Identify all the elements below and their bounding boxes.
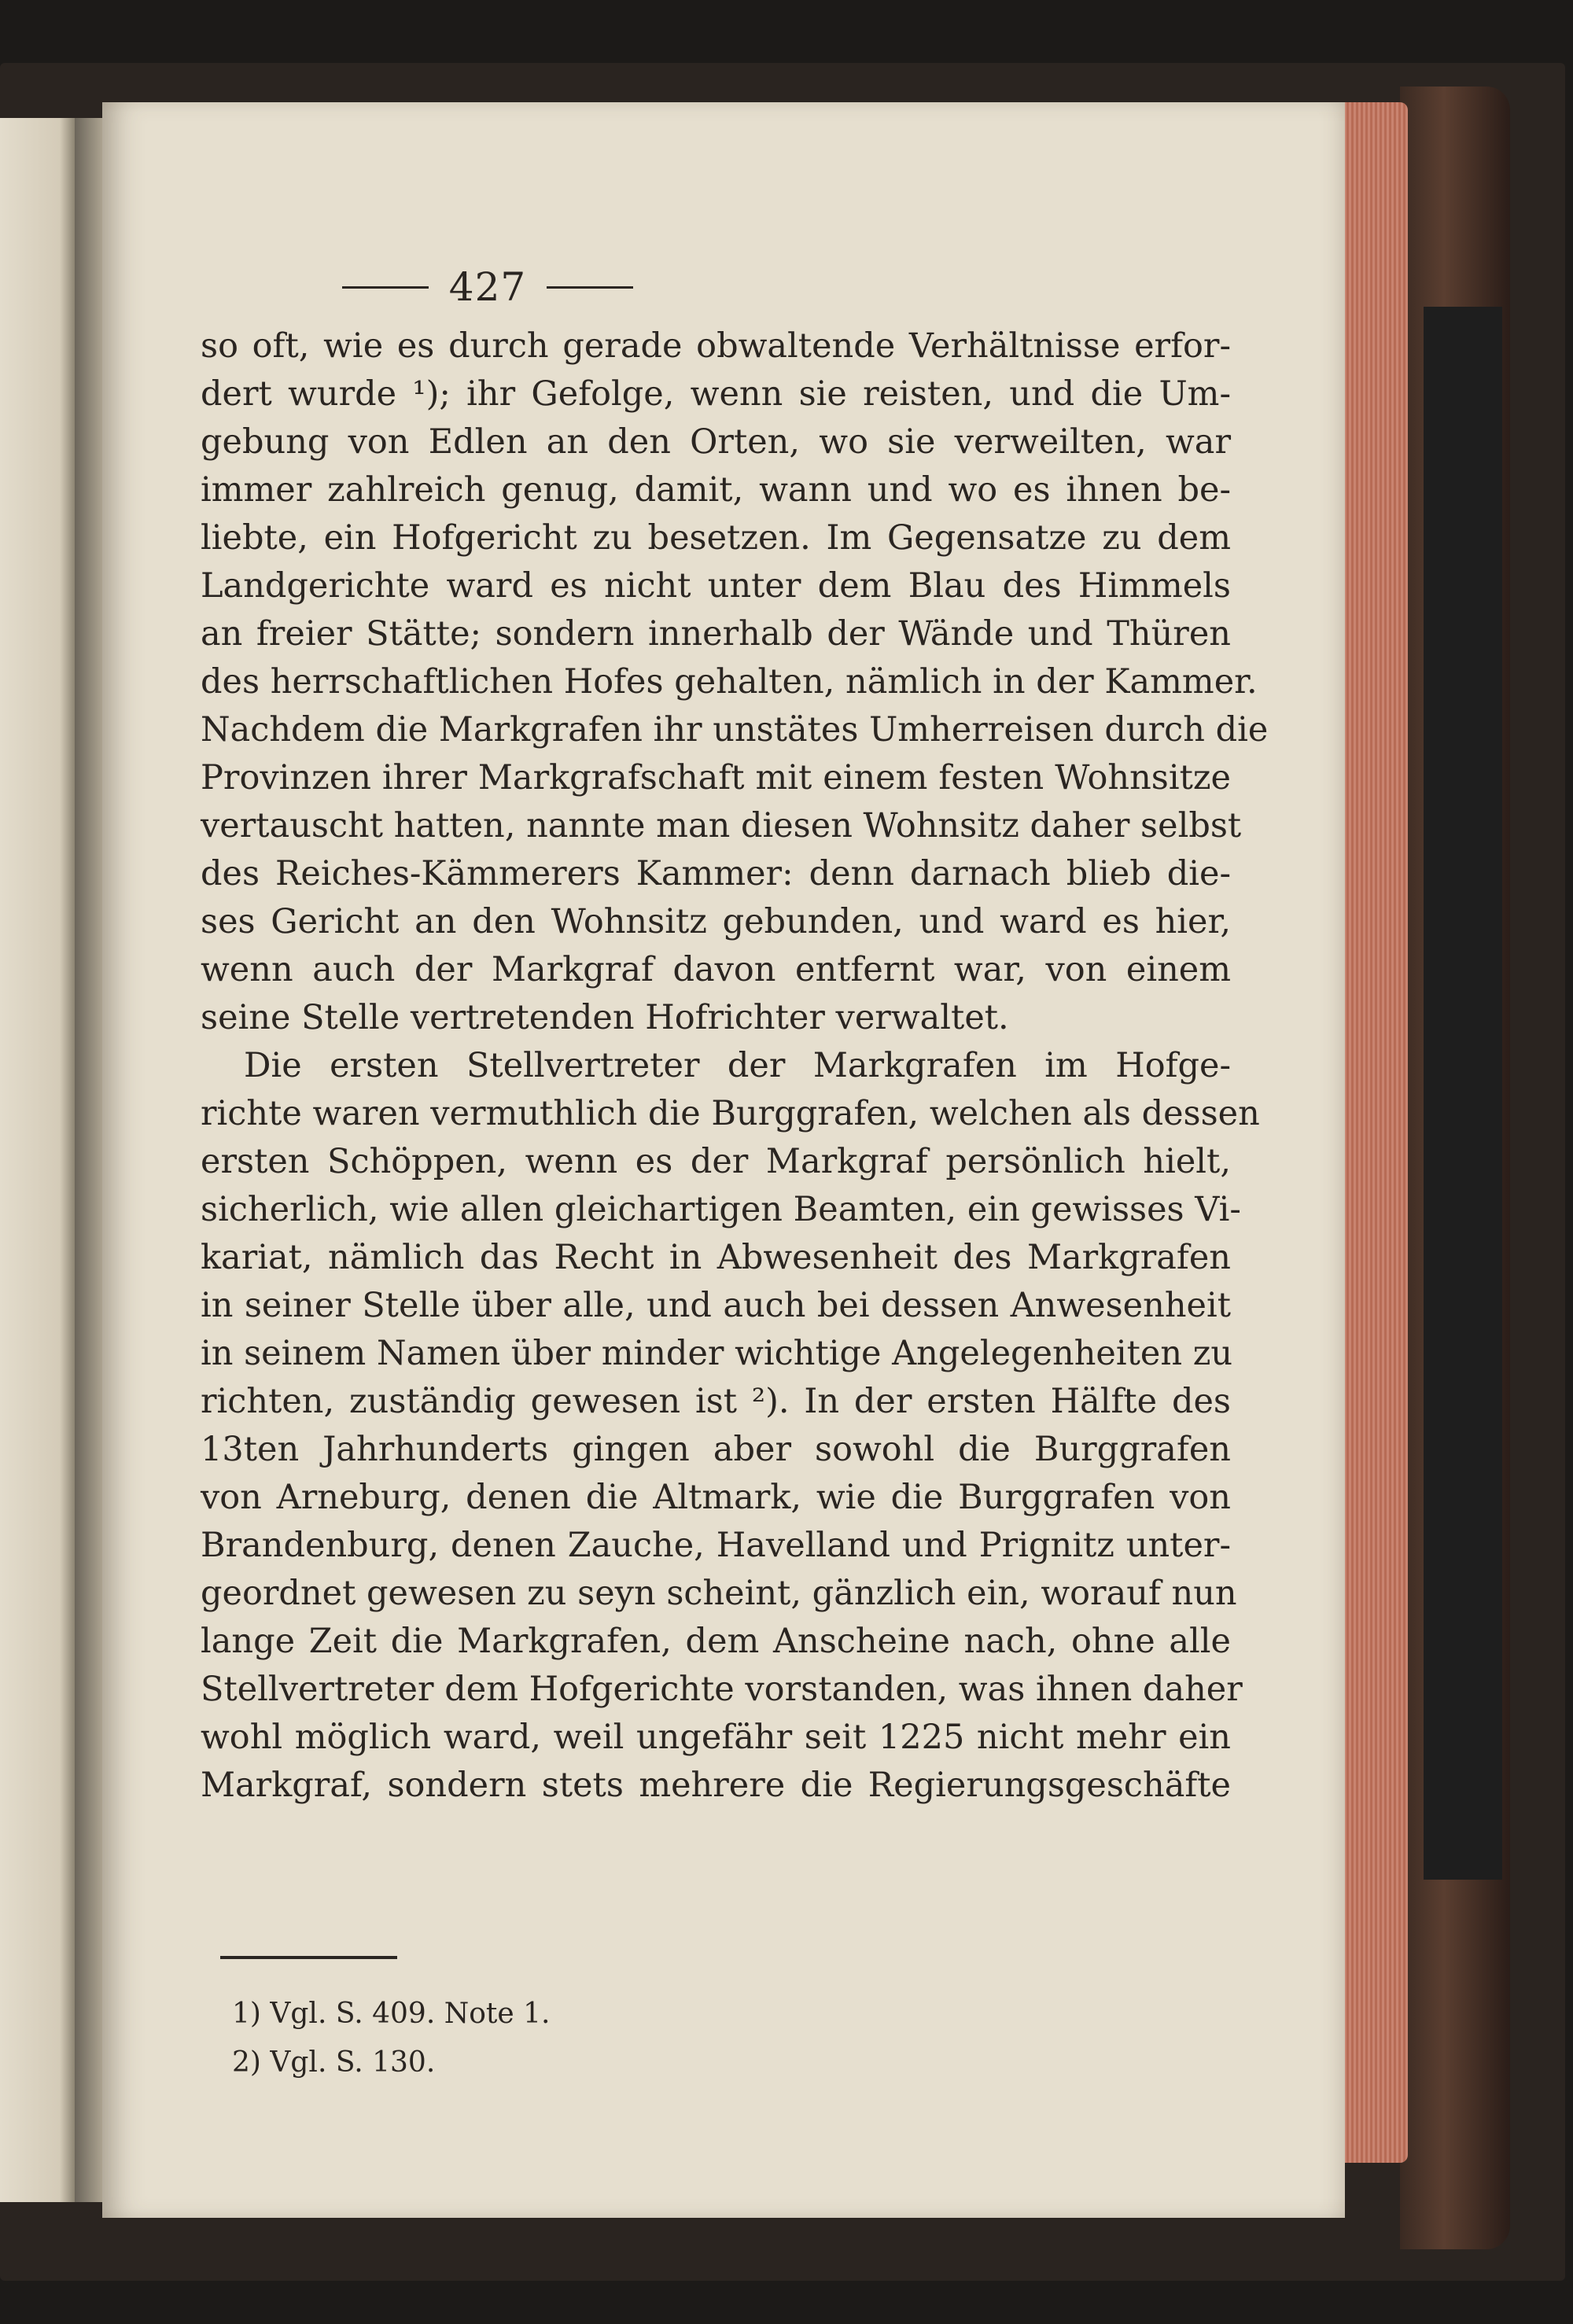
text-line: dert wurde ¹); ihr Gefolge, wenn sie reisten, und die Um-: [201, 374, 1231, 414]
page-header: [0, 263, 1345, 311]
text-line: ses Gericht an den Wohnsitz gebunden, und ward es hier,: [201, 902, 1231, 941]
text-line: vertauscht hatten, nannte man diesen Wohnsitz daher selbst: [201, 806, 1242, 845]
footnote: 1) Vgl. S. 409. Note 1.: [232, 1998, 551, 2030]
text-line: an freier Stätte; sondern innerhalb der Wände und Thüren: [201, 614, 1231, 654]
text-line: des Reiches-Kämmerers Kammer: denn darnach blieb die-: [201, 854, 1231, 893]
body-text: [201, 322, 1269, 1810]
text-line: Markgraf, sondern stets mehrere die Regierungsgeschäfte: [201, 1766, 1231, 1805]
cover-leather-strip: [1424, 307, 1502, 1880]
page-number: 427: [448, 264, 527, 310]
book-gutter: [75, 118, 106, 2202]
text-line: richten, zuständig gewesen ist ²). In der ersten Hälfte des: [201, 1382, 1231, 1421]
left-page-sliver: [0, 118, 75, 2202]
footnote-rule: [220, 1956, 397, 1959]
text-line: liebte, ein Hofgericht zu besetzen. Im Gegensatze zu dem: [201, 518, 1231, 558]
text-line: geordnet gewesen zu seyn scheint, gänzlich ein, worauf nun: [201, 1574, 1237, 1613]
text-line: immer zahlreich genug, damit, wann und wo es ihnen be-: [201, 470, 1231, 510]
text-line: gebung von Edlen an den Orten, wo sie verweilten, war: [201, 422, 1231, 462]
text-line: lange Zeit die Markgrafen, dem Anscheine nach, ohne alle: [201, 1622, 1231, 1661]
text-line: Nachdem die Markgrafen ihr unstätes Umherreisen durch die: [201, 710, 1269, 749]
text-line: ersten Schöppen, wenn es der Markgraf persönlich hielt,: [201, 1142, 1231, 1181]
text-line: kariat, nämlich das Recht in Abwesenheit des Markgrafen: [201, 1238, 1231, 1277]
header-rule-right: [547, 286, 633, 289]
book-page: [102, 102, 1345, 2218]
text-line: seine Stelle vertretenden Hofrichter verwaltet.: [201, 998, 1009, 1037]
text-line: von Arneburg, denen die Altmark, wie die Burggrafen von: [201, 1478, 1231, 1517]
text-line: wenn auch der Markgraf davon entfernt war, von einem: [201, 950, 1231, 989]
page-edges: [1337, 102, 1408, 2163]
footnote: 2) Vgl. S. 130.: [232, 2046, 436, 2079]
text-line: Landgerichte ward es nicht unter dem Blau des Himmels: [201, 566, 1231, 606]
header-rule-left: [342, 286, 429, 289]
text-line: des herrschaftlichen Hofes gehalten, nämlich in der Kammer.: [201, 662, 1258, 702]
text-line: 13ten Jahrhunderts gingen aber sowohl die Burggrafen: [201, 1430, 1231, 1469]
text-line: richte waren vermuthlich die Burggrafen, welchen als dessen: [201, 1094, 1260, 1133]
text-line: in seinem Namen über minder wichtige Angelegenheiten zu: [201, 1334, 1233, 1373]
text-line: in seiner Stelle über alle, und auch bei dessen Anwesenheit: [201, 1286, 1231, 1325]
footnotes: [232, 1990, 550, 2087]
text-line: so oft, wie es durch gerade obwaltende Verhältnisse erfor-: [201, 326, 1231, 366]
text-line: Stellvertreter dem Hofgerichte vorstanden, was ihnen daher: [201, 1670, 1243, 1709]
text-line: Brandenburg, denen Zauche, Havelland und Prignitz unter-: [201, 1526, 1231, 1565]
text-line: wohl möglich ward, weil ungefähr seit 1225 nicht mehr ein: [201, 1718, 1231, 1757]
text-line: Provinzen ihrer Markgrafschaft mit einem festen Wohnsitze: [201, 758, 1231, 797]
text-line: Die ersten Stellvertreter der Markgrafen im Hofge-: [244, 1046, 1231, 1085]
text-line: sicherlich, wie allen gleichartigen Beamten, ein gewisses Vi-: [201, 1190, 1241, 1229]
